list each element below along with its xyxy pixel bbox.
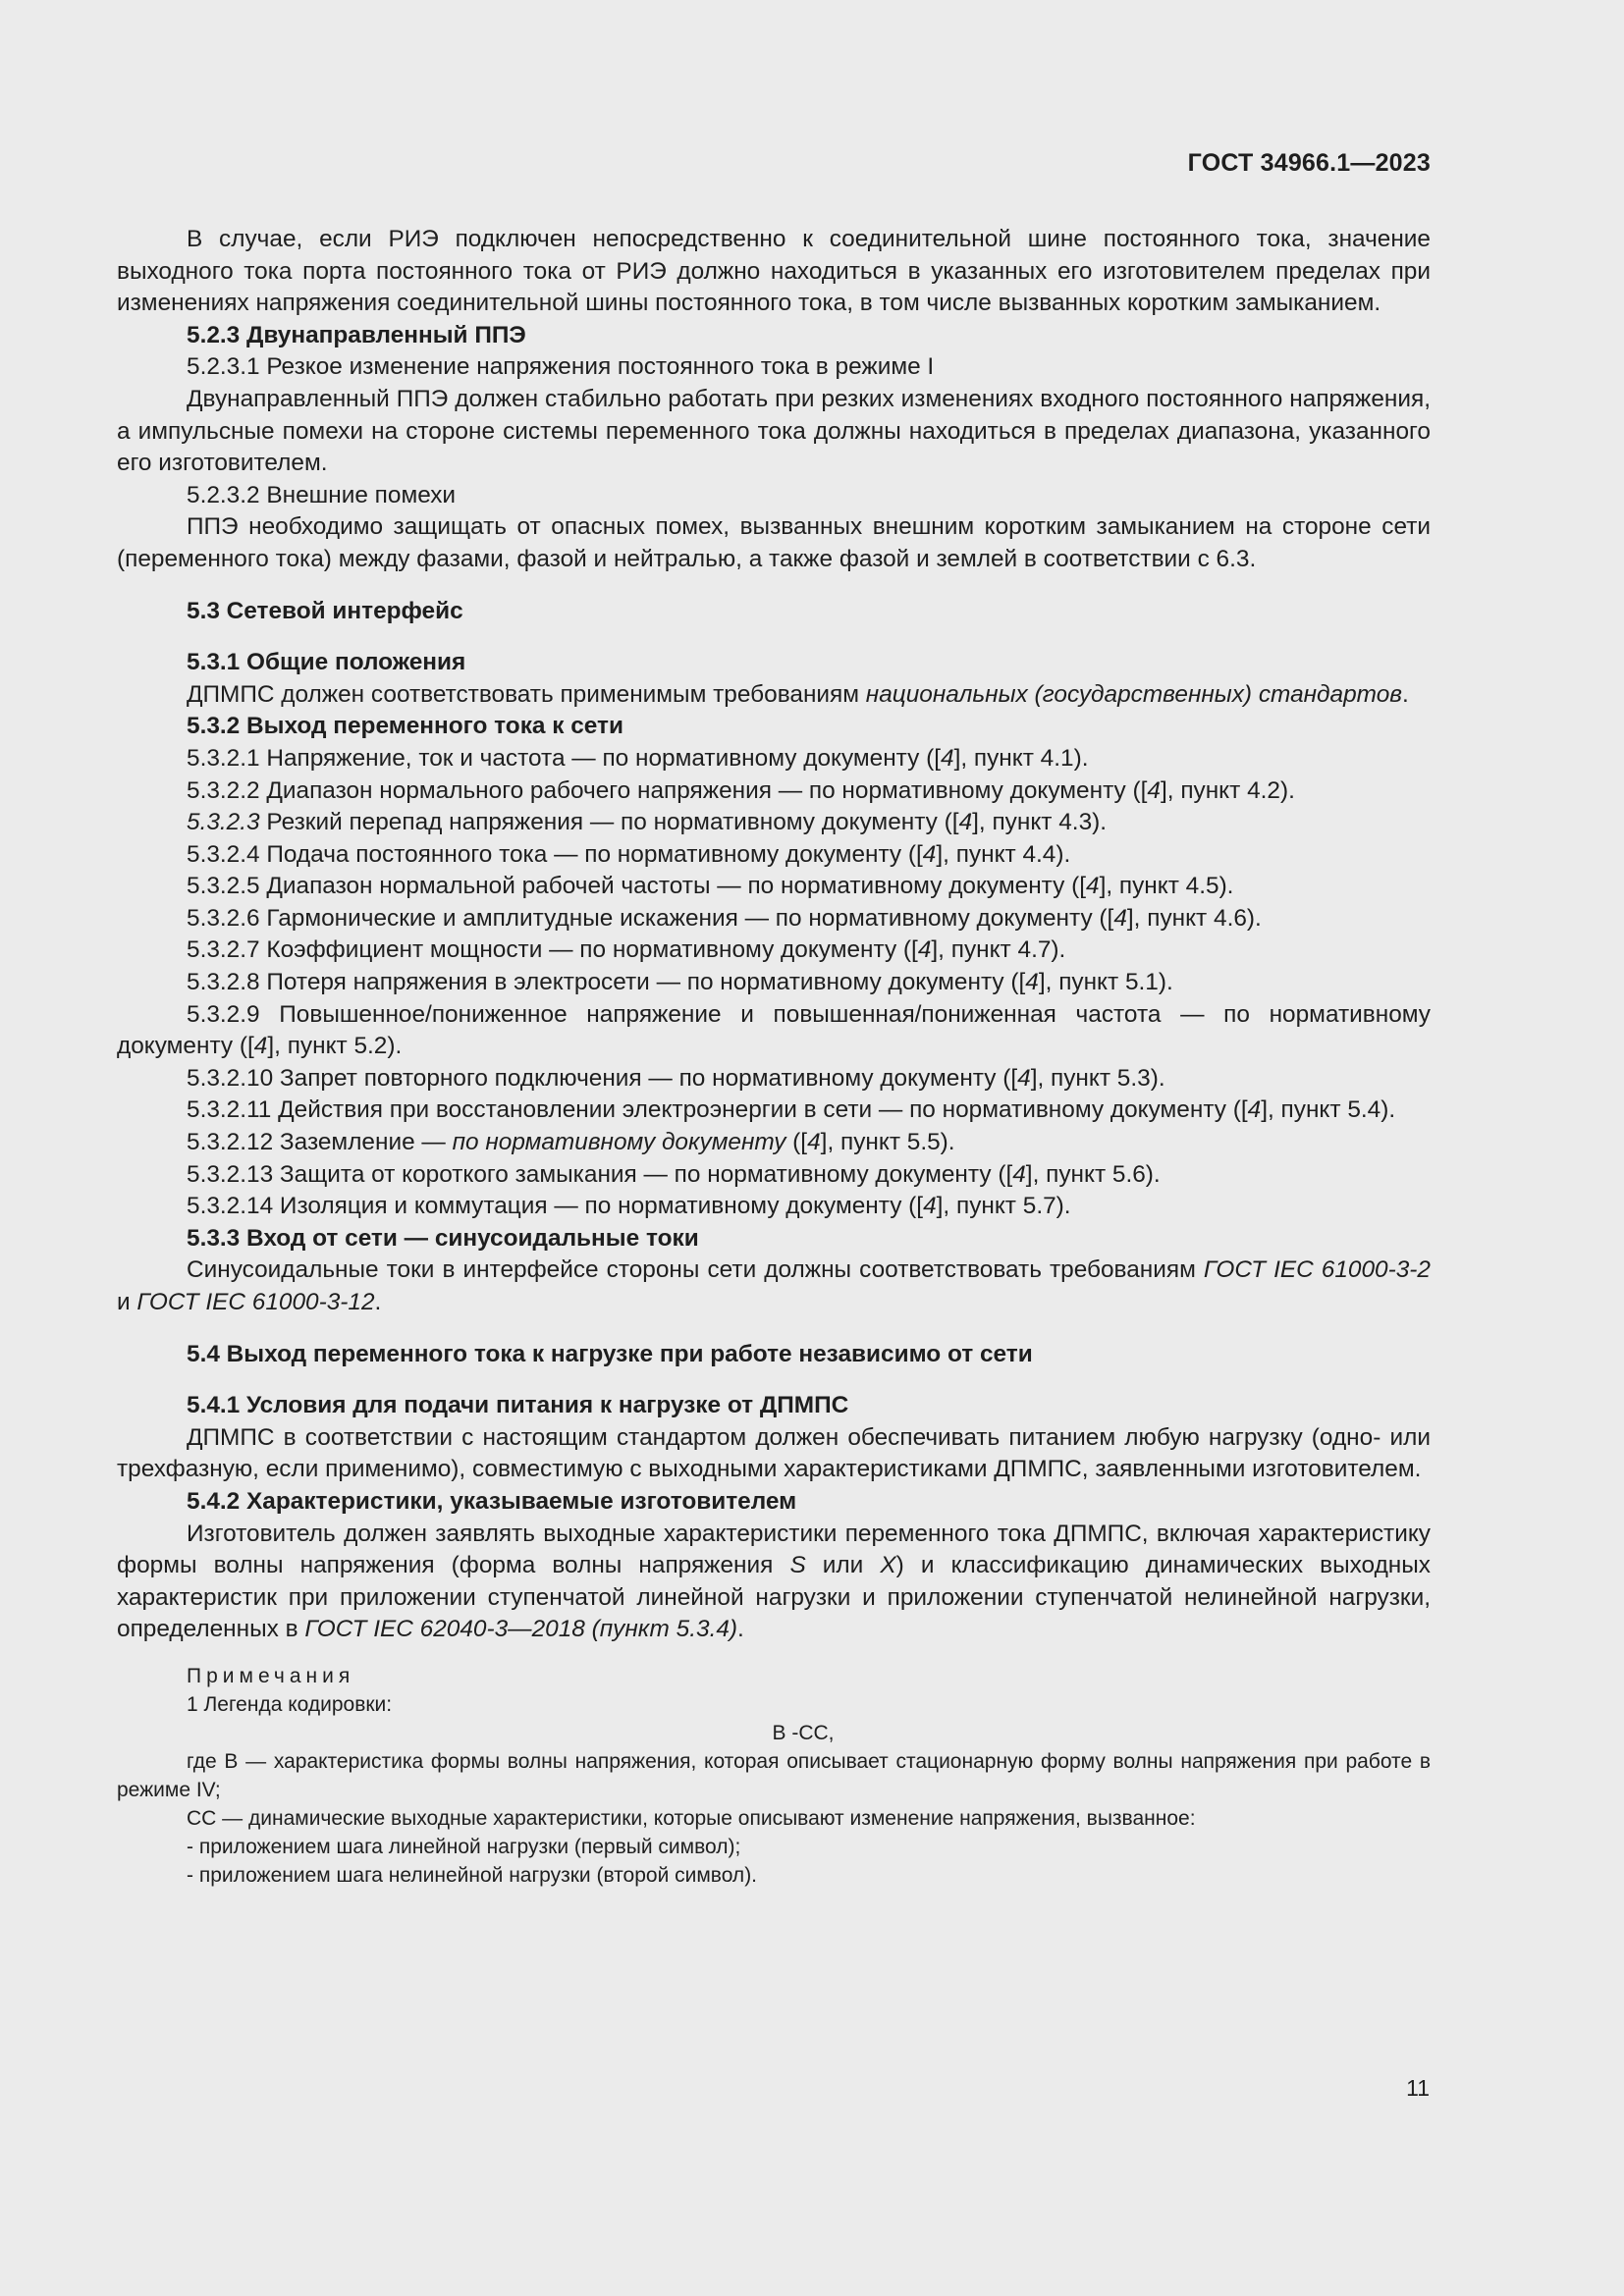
page-number: 11	[1406, 2075, 1430, 2101]
reference-number: 4	[1247, 1096, 1262, 1124]
section-5-2-3-1-text: Двунаправленный ППЭ должен стабильно работать при резких изменениях входного постоянного напряжения, а импульсные помехи на стороне системы переменного тока должны находиться в пределах диапазона, указанного его изготовителем.	[117, 385, 1431, 477]
section-5-3-heading: 5.3 Сетевой интерфейс	[187, 597, 463, 624]
reference-number: 4	[1147, 776, 1161, 804]
standard-ref: ГОСТ IEC 61000-3-12	[136, 1289, 375, 1315]
document-id-header: ГОСТ 34966.1—2023	[1187, 149, 1431, 177]
section-5-4-1-heading: 5.4.1 Условия для подачи питания к нагрузке от ДПМПС	[187, 1392, 849, 1419]
list-item: 5.3.2.8 Потеря напряжения в электросети — по нормативному документу ([4], пункт 5.1).	[187, 969, 1173, 996]
reference-number: 4	[922, 840, 937, 868]
section-5-4-1-text: ДПМПС в соответствии с настоящим стандартом должен обеспечивать питанием любую нагрузку (одно- или трехфазную, если применимо), совместимую с выходными характеристиками ДПМПС, заявленными изготовителем.	[117, 1423, 1431, 1483]
national-standards-ref: национальных (государственных) стандартов	[865, 680, 1403, 708]
list-item: 5.3.2.6 Гармонические и амплитудные искажения — по нормативному документу ([4], пункт 4.6).	[187, 904, 1262, 932]
reference-number: 4	[253, 1033, 268, 1060]
list-item: 5.3.2.9 Повышенное/пониженное напряжение и повышенная/пониженная частота — по нормативному документу ([4], пункт 5.2).	[117, 1000, 1431, 1060]
reference-number: 4	[1113, 904, 1127, 932]
section-5-2-3-1-title: 5.2.3.1 Резкое изменение напряжения постоянного тока в режиме I	[187, 353, 935, 381]
notes-title: Примечания	[187, 1664, 355, 1687]
reference-number: 4	[917, 936, 932, 964]
intro-paragraph: В случае, если РИЭ подключен непосредственно к соединительной шине постоянного тока, значение выходного тока порта постоянного тока от РИЭ должно находиться в указанных его изготовителем пределах при изменениях напряжения соединительной шины постоянного тока, в том числе вызванных коротким замыканием.	[117, 226, 1431, 317]
note-dash-1: - приложением шага линейной нагрузки (первый символ);	[187, 1835, 741, 1858]
section-5-2-3-heading: 5.2.3 Двунаправленный ППЭ	[187, 321, 526, 348]
note-where-b: где В — характеристика формы волны напряжения, которая описывает стационарную форму волны напряжения при работе в режиме IV;	[117, 1749, 1431, 1801]
section-5-3-1-heading: 5.3.1 Общие положения	[187, 649, 466, 676]
list-item: 5.3.2.12 Заземление — по нормативному документу ([4], пункт 5.5).	[187, 1129, 955, 1156]
section-5-3-2-heading: 5.3.2 Выход переменного тока к сети	[187, 713, 623, 740]
list-item: 5.3.2.11 Действия при восстановлении электроэнергии в сети — по нормативному документу ([4], пункт 5.4).	[187, 1096, 1396, 1124]
reference-number: 4	[1017, 1064, 1031, 1092]
notes-block	[117, 1662, 1431, 1890]
list-item: 5.3.2.3 Резкий перепад напряжения — по нормативному документу ([4], пункт 4.3).	[187, 809, 1108, 836]
section-5-2-3-2-text: ППЭ необходимо защищать от опасных помех, вызванных внешним коротким замыканием на стороне сети (переменного тока) между фазами, фазой и нейтралью, а также фазой и землей в соответствии с 6.3.	[117, 513, 1431, 572]
list-item: 5.3.2.4 Подача постоянного тока — по нормативному документу ([4], пункт 4.4).	[187, 840, 1071, 868]
section-5-3-1-text: ДПМПС должен соответствовать применимым требованиям национальных (государственных) стандартов.	[187, 680, 1409, 708]
reference-number: 4	[807, 1129, 821, 1156]
reference-number: 4	[1025, 969, 1039, 996]
section-5-4-2-text: Изготовитель должен заявлять выходные характеристики переменного тока ДПМПС, включая характеристику формы волны напряжения (форма волны напряжения S или X) и классификацию динамических выходных характеристик при приложении ступенчатой линейной нагрузки и приложении ступенчатой нелинейной нагрузки, определенных в ГОСТ IEC 62040-3—2018 (пункт 5.3.4).	[117, 1520, 1431, 1643]
list-item: 5.3.2.14 Изоляция и коммутация — по нормативному документу ([4], пункт 5.7).	[187, 1193, 1071, 1220]
list-item: 5.3.2.2 Диапазон нормального рабочего напряжения — по нормативному документу ([4], пункт 4.2).	[187, 776, 1295, 804]
section-5-4-heading: 5.4 Выход переменного тока к нагрузке при работе независимо от сети	[187, 1340, 1033, 1367]
list-item: 5.3.2.7 Коэффициент мощности — по нормативному документу ([4], пункт 4.7).	[187, 936, 1066, 964]
page-body	[117, 224, 1431, 1890]
standard-ref: ГОСТ IEC 61000-3-2	[1203, 1256, 1431, 1284]
reference-number: 4	[923, 1193, 937, 1220]
list-item: 5.3.2.1 Напряжение, ток и частота — по нормативному документу ([4], пункт 4.1).	[187, 744, 1089, 772]
note-cc: СС — динамические выходные характеристики, которые описывают изменение напряжения, вызванное:	[187, 1806, 1196, 1830]
coding-formula: В -СС,	[772, 1721, 835, 1744]
list-item: 5.3.2.10 Запрет повторного подключения — по нормативному документу ([4], пункт 5.3).	[187, 1064, 1165, 1092]
reference-number: 4	[1012, 1160, 1026, 1188]
reference-number: 4	[958, 809, 973, 836]
section-5-2-3-2-title: 5.2.3.2 Внешние помехи	[187, 481, 457, 508]
section-5-3-3-text: Синусоидальные токи в интерфейсе стороны сети должны соответствовать требованиям ГОСТ IEC 61000-3-2 и ГОСТ IEC 61000-3-12.	[117, 1256, 1431, 1315]
list-item: 5.3.2.13 Защита от короткого замыкания — по нормативному документу ([4], пункт 5.6).	[187, 1160, 1161, 1188]
list-item: 5.3.2.5 Диапазон нормальной рабочей частоты — по нормативному документу ([4], пункт 4.5).	[187, 873, 1234, 900]
section-5-3-3-heading: 5.3.3 Вход от сети — синусоидальные токи	[187, 1224, 699, 1252]
standard-ref: ГОСТ IEC 62040-3—2018 (пункт 5.3.4)	[304, 1616, 738, 1643]
reference-number: 4	[1085, 873, 1100, 900]
note-dash-2: - приложением шага нелинейной нагрузки (второй символ).	[187, 1863, 758, 1887]
note-1: 1 Легенда кодировки:	[187, 1692, 393, 1716]
section-5-3-2-list	[117, 743, 1431, 1223]
reference-number: 4	[941, 744, 954, 772]
section-5-4-2-heading: 5.4.2 Характеристики, указываемые изготовителем	[187, 1487, 797, 1515]
